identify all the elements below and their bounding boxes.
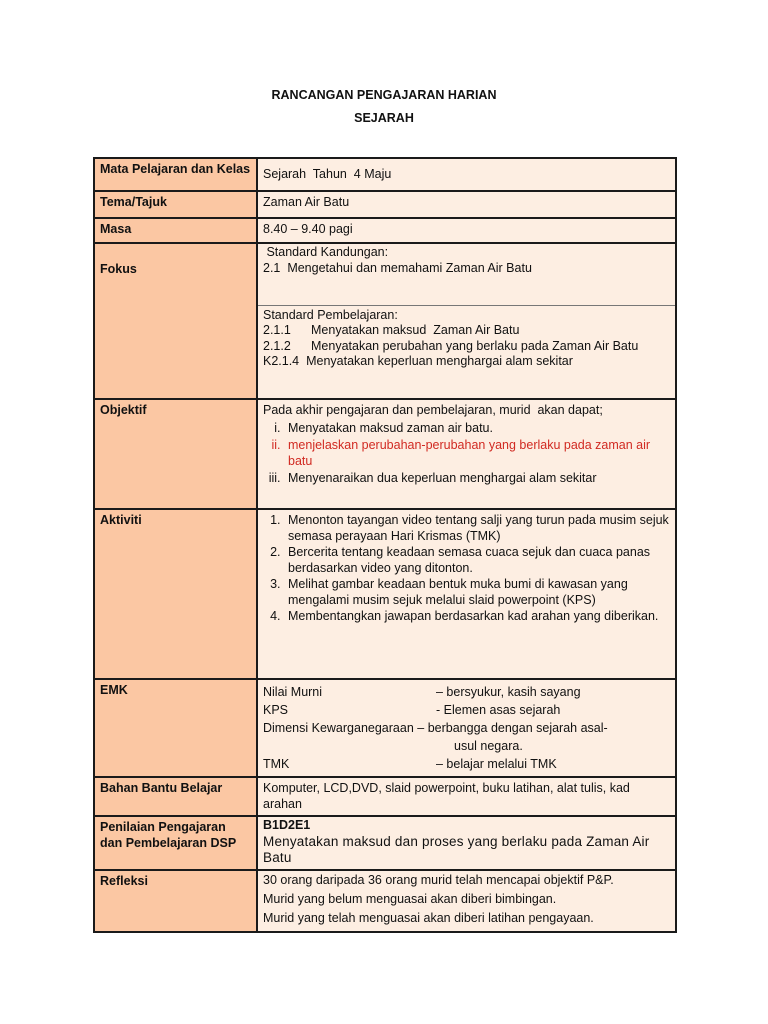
aktiviti-item: 2. Bercerita tentang keadaan semasa cuaca sejuk dan cuaca panas berdasarkan video yang ditonton. <box>284 545 670 576</box>
value-refleksi <box>257 870 676 932</box>
row-tema <box>94 191 676 218</box>
emk-value: - Elemen asas sejarah <box>436 703 561 717</box>
mata-pelajaran-text: Sejarah Tahun 4 Maju <box>263 166 392 181</box>
row-aktiviti <box>94 509 676 679</box>
sp-item-code: 2.1.2 <box>263 338 291 353</box>
emk-item <box>263 719 670 737</box>
row-bahan <box>94 777 676 816</box>
label-objektif: Objektif <box>94 399 257 509</box>
aktiviti-item: 4. Membentangkan jawapan berdasarkan kad arahan yang diberikan. <box>284 609 670 625</box>
label-aktiviti: Aktiviti <box>94 509 257 679</box>
label-penilaian: Penilaian Pengajaran dan Pembelajaran DSP <box>94 816 257 870</box>
aktiviti-item: 1. Menonton tayangan video tentang salji yang turun pada musim sejuk semasa perayaan Hari Krismas (TMK) <box>284 513 670 544</box>
label-bahan: Bahan Bantu Belajar <box>94 777 257 816</box>
refleksi-line: Murid yang belum menguasai akan diberi bimbingan. <box>263 891 557 906</box>
aktiviti-item: 3. Melihat gambar keadaan bentuk muka bumi di kawasan yang mengalami musim sejuk melalui slaid powerpoint (KPS) <box>284 577 670 608</box>
row-fokus-sk <box>94 243 676 305</box>
emk-key: Dimensi Kewarganegaraan <box>263 721 414 735</box>
sp-item-code: 2.1.1 <box>263 323 291 337</box>
emk-item <box>263 755 670 773</box>
penilaian-text: Menyatakan maksud dan proses yang berlaku pada Zaman Air Batu <box>263 833 650 865</box>
sp-item <box>263 339 670 355</box>
emk-key: TMK <box>263 757 290 771</box>
label-mata-pelajaran: Mata Pelajaran dan Kelas <box>94 158 257 191</box>
row-penilaian <box>94 816 676 870</box>
label-emk: EMK <box>94 679 257 777</box>
objektif-item: iii. Menyenaraikan dua keperluan menghargai alam sekitar <box>284 471 670 487</box>
fokus-label-text: Fokus <box>100 262 137 276</box>
objektif-list <box>263 421 670 487</box>
k-item: K2.1.4 Menyatakan keperluan menghargai alam sekitar <box>263 354 573 368</box>
label-refleksi: Refleksi <box>94 870 257 932</box>
sk-item: 2.1 Mengetahui dan memahami Zaman Air Batu <box>263 260 532 275</box>
row-masa <box>94 218 676 243</box>
emk-key: Nilai Murni <box>263 685 323 699</box>
value-fokus-sp <box>257 305 676 399</box>
refleksi-line: Murid yang telah menguasai akan diberi latihan pengayaan. <box>263 910 594 925</box>
document-title: RANCANGAN PENGAJARAN HARIAN <box>271 88 497 102</box>
row-mata-pelajaran <box>94 158 676 191</box>
value-emk <box>257 679 676 777</box>
value-mata-pelajaran <box>257 158 676 191</box>
sp-item-text: Menyatakan perubahan yang berlaku pada Zaman Air Batu <box>311 338 639 353</box>
value-bahan: Komputer, LCD,DVD, slaid powerpoint, buku latihan, alat tulis, kad arahan <box>257 777 676 816</box>
value-objektif <box>257 399 676 509</box>
emk-key: KPS <box>263 703 289 717</box>
sk-heading: Standard Kandungan: <box>263 245 389 259</box>
row-refleksi <box>94 870 676 932</box>
objektif-intro: Pada akhir pengajaran dan pembelajaran, murid akan dapat; <box>263 403 603 417</box>
emk-item <box>263 683 670 701</box>
emk-value: – berbangga dengan sejarah asal- <box>417 721 608 735</box>
value-fokus-sk <box>257 243 676 305</box>
label-masa: Masa <box>94 218 257 243</box>
lesson-plan-table <box>93 157 677 933</box>
row-emk <box>94 679 676 777</box>
penilaian-code: B1D2E1 <box>263 818 311 832</box>
emk-item <box>263 737 670 755</box>
label-fokus <box>94 243 257 399</box>
emk-value: – belajar melalui TMK <box>436 757 557 771</box>
sp-item-text: Menyatakan maksud Zaman Air Batu <box>311 323 520 337</box>
objektif-item: i. Menyatakan maksud zaman air batu. <box>284 421 670 437</box>
label-tema: Tema/Tajuk <box>94 191 257 218</box>
row-objektif <box>94 399 676 509</box>
sp-heading: Standard Pembelajaran: <box>263 307 398 322</box>
value-masa: 8.40 – 9.40 pagi <box>257 218 676 243</box>
sp-item <box>263 323 670 339</box>
objektif-item: ii. menjelaskan perubahan-perubahan yang berlaku pada zaman air batu <box>284 438 670 469</box>
value-aktiviti <box>257 509 676 679</box>
value-penilaian <box>257 816 676 870</box>
value-tema: Zaman Air Batu <box>257 191 676 218</box>
document-subtitle: SEJARAH <box>354 111 414 125</box>
refleksi-line: 30 orang daripada 36 orang murid telah mencapai objektif P&P. <box>263 872 614 887</box>
emk-value: – bersyukur, kasih sayang <box>436 685 581 699</box>
emk-item <box>263 701 670 719</box>
aktiviti-list <box>263 513 670 625</box>
emk-value: usul negara. <box>454 739 523 753</box>
